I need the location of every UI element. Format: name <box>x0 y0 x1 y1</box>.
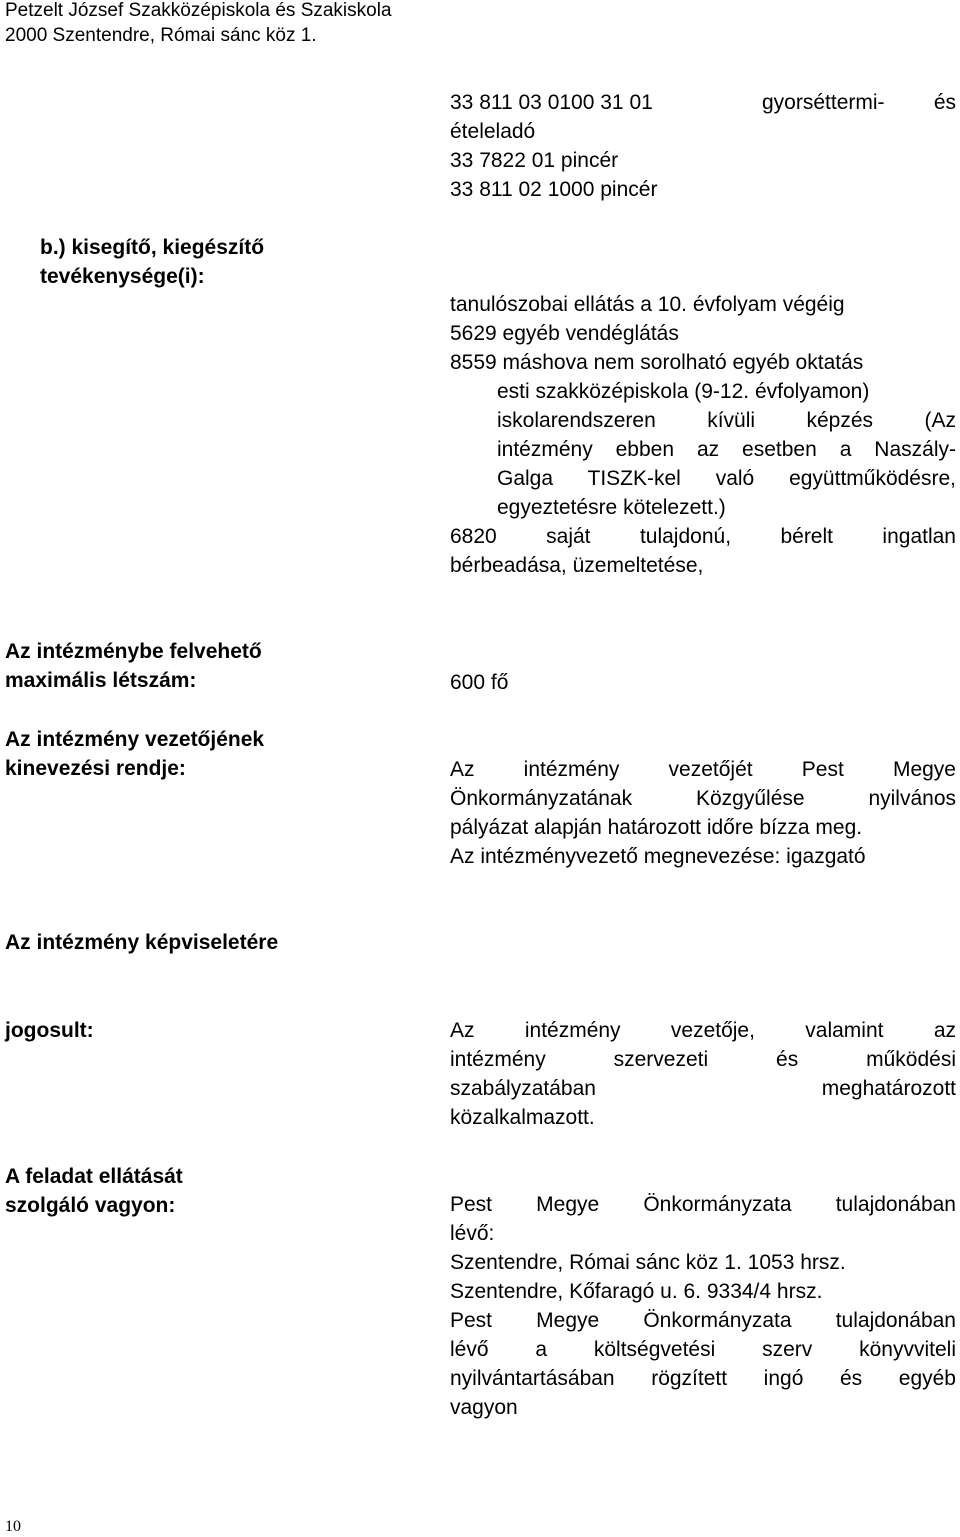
activity-line-2: ételeladó <box>450 120 536 143</box>
secondary-line-10: bérbeadása, üzemeltetése, <box>450 554 704 577</box>
page-number: 10 <box>5 1518 21 1535</box>
activity-line-3: 33 7822 01 pincér <box>450 149 619 172</box>
activity-conj-1: és <box>933 91 956 114</box>
assets-line-2: lévő: <box>450 1222 495 1245</box>
representation-line-2: intézmény szervezeti és működési <box>450 1048 956 1071</box>
leader-line-4: Az intézményvezető megnevezése: igazgató <box>450 845 866 868</box>
activity-line-4: 33 811 02 1000 pincér <box>450 178 658 201</box>
leader-label-line-2: kinevezési rendje: <box>5 757 186 780</box>
assets-label-line-2: szolgáló vagyon: <box>5 1194 176 1217</box>
capacity-label-line-2: maximális létszám: <box>5 669 197 692</box>
assets-line-6: lévő a költségvetési szerv könyvviteli <box>450 1338 956 1361</box>
activity-code-1: 33 811 03 0100 31 01 <box>450 91 653 114</box>
leader-label-line-1: Az intézmény vezetőjének <box>5 728 265 751</box>
assets-line-1: Pest Megye Önkormányzata tulajdonában <box>450 1193 956 1216</box>
capacity-label-line-1: Az intézménybe felvehető <box>5 640 262 663</box>
assets-line-4: Szentendre, Kőfaragó u. 6. 9334/4 hrsz. <box>450 1280 823 1303</box>
assets-line-3: Szentendre, Római sánc köz 1. 1053 hrsz. <box>450 1251 846 1274</box>
document-header <box>5 0 392 48</box>
school-name: Petzelt József Szakközépiskola és Szakiskola <box>5 0 392 21</box>
representation-line-4: közalkalmazott. <box>450 1106 595 1129</box>
activity-line-1 <box>450 88 956 117</box>
secondary-line-1: tanulószobai ellátás a 10. évfolyam végéig <box>450 293 845 316</box>
assets-line-7: nyilvántartásában rögzített ingó és egyéb <box>450 1367 956 1390</box>
leader-line-1: Az intézmény vezetőjét Pest Megye <box>450 758 956 781</box>
assets-label-line-1: A feladat ellátását <box>5 1165 183 1188</box>
secondary-line-8: egyeztetésre kötelezett.) <box>497 496 726 519</box>
secondary-label-line-1: b.) kisegítő, kiegészítő <box>40 236 265 259</box>
secondary-line-5: iskolarendszeren kívüli képzés (Az <box>497 409 956 432</box>
leader-line-2: Önkormányzatának Közgyűlése nyilvános <box>450 787 956 810</box>
representation-line-3: szabályzatában meghatározott <box>450 1077 956 1100</box>
activity-name-1: gyorséttermi- <box>762 91 885 114</box>
representation-heading: Az intézmény képviseletére <box>5 931 279 954</box>
secondary-line-9: 6820 saját tulajdonú, bérelt ingatlan <box>450 525 956 548</box>
secondary-line-2: 5629 egyéb vendéglátás <box>450 322 679 345</box>
capacity-value: 600 fő <box>450 671 509 694</box>
secondary-line-4: esti szakközépiskola (9-12. évfolyamon) <box>497 380 870 403</box>
representation-line-1: Az intézmény vezetője, valamint az <box>450 1019 956 1042</box>
leader-line-3: pályázat alapján határozott időre bízza meg. <box>450 816 863 839</box>
school-address: 2000 Szentendre, Római sánc köz 1. <box>5 25 317 46</box>
secondary-line-7: Galga TISZK-kel való együttműködésre, <box>497 467 956 490</box>
secondary-label-line-2: tevékenysége(i): <box>40 265 205 288</box>
secondary-line-3: 8559 máshova nem sorolható egyéb oktatás <box>450 351 864 374</box>
assets-line-8: vagyon <box>450 1396 518 1419</box>
assets-line-5: Pest Megye Önkormányzata tulajdonában <box>450 1309 956 1332</box>
secondary-line-6: intézmény ebben az esetben a Naszály- <box>497 438 956 461</box>
representation-label: jogosult: <box>5 1019 94 1042</box>
